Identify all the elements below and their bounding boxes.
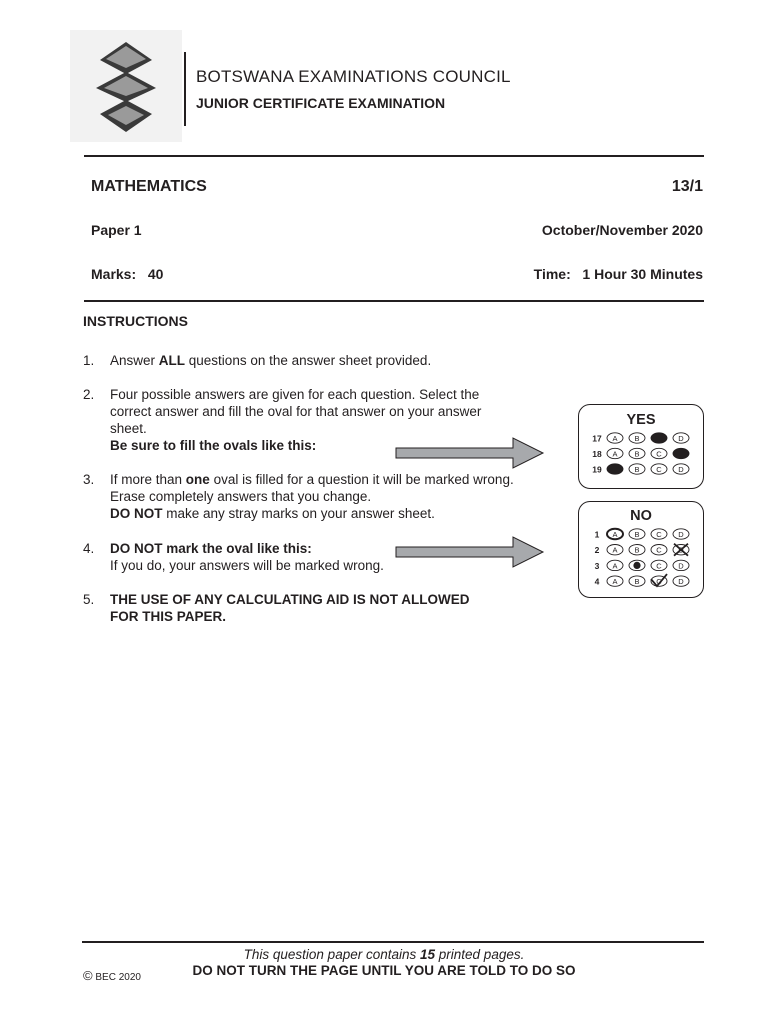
instruction-3-bold2: DO NOT	[110, 506, 163, 521]
time-info	[534, 266, 703, 282]
instruction-1-text-end: questions on the answer sheet provided.	[185, 353, 432, 368]
time-value: 1 Hour 30 Minutes	[582, 266, 703, 282]
question-number: 2	[594, 545, 600, 556]
answer-oval	[607, 576, 623, 586]
yes-title: YES	[626, 412, 656, 428]
instruction-3-bold: one	[185, 472, 210, 487]
option-letter: C	[656, 561, 662, 571]
option-letter: C	[656, 577, 662, 587]
answer-oval	[651, 574, 667, 586]
option-letter: D	[678, 530, 684, 539]
arrow-right-icon	[395, 436, 545, 470]
option-letter: D	[678, 561, 684, 571]
option-letter: D	[678, 434, 684, 443]
instruction-5-line2: FOR THIS PAPER.	[110, 609, 227, 624]
option-letter: A	[612, 449, 618, 459]
page-count-text-end: printed pages.	[435, 947, 525, 962]
marks-label: Marks:	[91, 266, 137, 282]
instruction-2-bold: Be sure to fill the ovals like this:	[110, 438, 317, 453]
question-number: 1	[594, 529, 600, 540]
answer-oval	[673, 544, 689, 556]
instruction-1-text: Answer	[110, 353, 159, 368]
answer-oval	[607, 448, 623, 458]
question-number: 4	[594, 576, 600, 587]
rule-top	[84, 155, 704, 157]
answer-oval	[673, 529, 689, 539]
paper-number: Paper 1	[91, 222, 142, 238]
instruction-1	[110, 352, 540, 369]
answer-oval	[673, 448, 689, 458]
time-label: Time:	[533, 266, 571, 282]
copyright-icon: ©	[83, 968, 93, 983]
no-example-box	[578, 501, 704, 598]
instruction-3-text-end: oval is filled for a question it will be marked wrong.	[209, 472, 514, 487]
answer-oval	[607, 529, 623, 539]
option-letter: C	[656, 545, 662, 555]
no-title: NO	[630, 508, 652, 524]
instruction-1-bold: ALL	[158, 353, 186, 368]
instruction-3-text: If more than	[110, 472, 186, 487]
answer-oval	[651, 433, 667, 443]
answer-oval	[607, 433, 623, 443]
rule-middle	[84, 300, 704, 302]
header-divider	[184, 52, 186, 126]
option-letter: A	[612, 434, 618, 443]
no-answer-rows	[579, 502, 703, 597]
answer-oval	[607, 545, 623, 555]
option-letter: A	[612, 561, 618, 571]
footer-rule	[82, 941, 704, 943]
question-number: 3	[594, 560, 600, 571]
instruction-2-number: 2.	[83, 387, 95, 402]
answer-oval	[607, 560, 623, 570]
instruction-5-line1: THE USE OF ANY CALCULATING AID IS NOT ALLOWED	[110, 592, 470, 607]
subject-code: 13/1	[671, 178, 703, 195]
instruction-4-number: 4.	[83, 541, 95, 556]
copyright-text: BEC 2020	[95, 972, 141, 983]
answer-oval	[651, 545, 667, 555]
yes-answer-rows	[579, 405, 703, 488]
option-letter: B	[634, 530, 640, 539]
instruction-4-line2: If you do, your answers will be marked wrong.	[110, 558, 384, 573]
answer-oval	[629, 433, 645, 443]
instruction-1-number: 1.	[83, 353, 95, 368]
question-number: 18	[592, 449, 602, 459]
instruction-2-text: Four possible answers are given for each question. Select the correct answer and fill the oval for that answer on your answer sheet.	[110, 387, 482, 436]
page-count-note	[0, 947, 768, 962]
page-count-text: This question paper contains	[243, 947, 420, 962]
option-letter: D	[678, 577, 684, 587]
option-letter: A	[612, 545, 618, 555]
instruction-4-bold: DO NOT mark the oval like this:	[110, 541, 312, 556]
answer-oval	[607, 464, 623, 474]
answer-oval	[673, 576, 689, 586]
answer-oval	[673, 560, 689, 570]
instruction-5	[110, 591, 540, 625]
page-count: 15	[420, 947, 436, 962]
answer-oval	[651, 529, 667, 539]
instruction-3	[110, 471, 540, 522]
option-letter: B	[634, 465, 640, 474]
question-number: 17	[592, 433, 602, 444]
option-letter: C	[656, 465, 662, 474]
answer-oval	[673, 464, 689, 474]
arrow-right-icon	[395, 535, 545, 569]
option-letter: C	[656, 449, 662, 459]
instruction-5-number: 5.	[83, 592, 95, 607]
answer-oval	[673, 433, 689, 443]
option-letter: B	[634, 577, 640, 587]
answer-oval	[651, 448, 667, 458]
option-letter: B	[634, 434, 640, 443]
option-letter: C	[656, 530, 662, 539]
yes-example-box	[578, 404, 704, 489]
instruction-3-number: 3.	[83, 472, 95, 487]
option-letter: A	[612, 577, 618, 587]
marks-info	[91, 266, 163, 282]
answer-oval	[629, 576, 645, 586]
option-letter: D	[678, 465, 684, 474]
answer-oval	[629, 560, 645, 570]
turn-page-warning: DO NOT TURN THE PAGE UNTIL YOU ARE TOLD TO DO SO	[192, 963, 576, 978]
answer-oval	[651, 560, 667, 570]
examination-name: JUNIOR CERTIFICATE EXAMINATION	[196, 95, 446, 111]
subject-title: MATHEMATICS	[91, 178, 207, 195]
instructions-heading: INSTRUCTIONS	[83, 313, 188, 329]
instruction-3-line2: Erase completely answers that you change.	[110, 489, 372, 504]
instruction-3-line3: make any stray marks on your answer sheet.	[162, 506, 435, 521]
copyright	[83, 968, 141, 983]
option-letter: A	[612, 530, 618, 539]
question-number: 19	[592, 464, 602, 475]
answer-oval	[629, 448, 645, 458]
option-letter: B	[634, 545, 640, 555]
marks-value: 40	[147, 266, 164, 282]
answer-oval	[629, 545, 645, 555]
answer-oval	[629, 529, 645, 539]
exam-session: October/November 2020	[541, 222, 703, 238]
bec-logo	[70, 30, 182, 142]
answer-oval	[651, 464, 667, 474]
option-letter: B	[634, 449, 640, 459]
organisation-name: BOTSWANA EXAMINATIONS COUNCIL	[196, 67, 511, 86]
answer-oval	[629, 464, 645, 474]
